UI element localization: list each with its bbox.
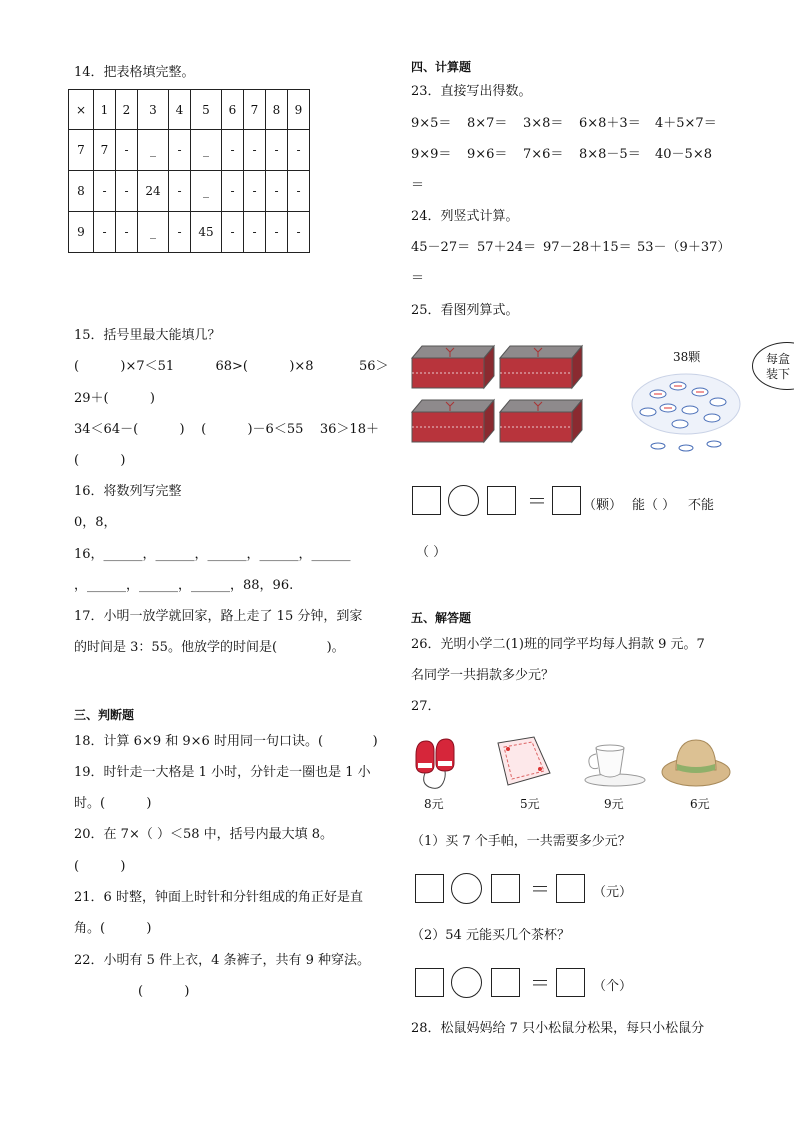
- q21: 21．6 时整，钟面上时针和分针组成的角正好是直: [74, 890, 363, 905]
- vertical-calc: 57＋24＝: [477, 240, 537, 255]
- unit-label: （颗）: [583, 498, 623, 513]
- table-cell[interactable]: 7: [94, 130, 116, 171]
- calc-item: 40－5×8: [655, 147, 712, 162]
- answer-box[interactable]: [491, 968, 520, 997]
- table-cell[interactable]: -: [244, 171, 266, 212]
- operator-circle[interactable]: [451, 873, 482, 904]
- section-4-title: 四、计算题: [411, 60, 472, 74]
- price-label: 5元: [520, 797, 540, 811]
- q27-sub1: （1）买 7 个手帕，一共需要多少元？: [411, 834, 631, 849]
- calc-item: 9×6＝: [467, 147, 508, 162]
- operator-circle[interactable]: [448, 485, 479, 516]
- calc-item: 4＋5×7＝: [655, 116, 717, 131]
- q24: 24．列竖式计算。: [411, 209, 519, 224]
- table-cell[interactable]: -: [116, 130, 138, 171]
- table-cell[interactable]: -: [288, 171, 310, 212]
- unit-label: （元）: [593, 885, 633, 900]
- q16-title: 16．将数列写完整: [74, 484, 182, 499]
- table-cell: 8: [69, 171, 94, 212]
- table-cell: 7: [244, 90, 266, 130]
- q21: 角。( ): [74, 921, 152, 936]
- table-cell[interactable]: -: [116, 171, 138, 212]
- tin-box: [412, 346, 494, 388]
- q23: 23．直接写出得数。: [411, 84, 532, 99]
- q17-line: 17．小明一放学就回家，路上走了 15 分钟，到家: [74, 609, 363, 624]
- unit-label: （个）: [593, 979, 633, 994]
- table-cell[interactable]: -: [222, 212, 244, 253]
- table-cell: 1: [94, 90, 116, 130]
- q20: ( ): [74, 859, 126, 874]
- table-cell: 9: [69, 212, 94, 253]
- table-cell[interactable]: -: [266, 130, 288, 171]
- tin-boxes-picture: [408, 340, 598, 450]
- table-cell[interactable]: -: [222, 171, 244, 212]
- q22: 22．小明有 5 件上衣，4 条裤子，共有 9 种穿法。: [74, 953, 371, 968]
- q20: 20．在 7×（ ）＜58 中，括号内最大填 8。: [74, 827, 334, 842]
- answer-box[interactable]: [487, 486, 516, 515]
- calc-item: 6×8＋3＝: [579, 116, 641, 131]
- table-cell[interactable]: -: [94, 212, 116, 253]
- table-cell: 7: [69, 130, 94, 171]
- table-cell[interactable]: _: [191, 130, 222, 171]
- q19: 时。( ): [74, 796, 152, 811]
- table-cell: ×: [69, 90, 94, 130]
- table-cell: 8: [266, 90, 288, 130]
- table-cell[interactable]: 45: [191, 212, 222, 253]
- q18: 18．计算 6×9 和 9×6 时用同一句口诀。( ): [74, 734, 378, 749]
- q15-line: 29＋( ): [74, 391, 156, 406]
- can-option: 能（ ）: [632, 498, 676, 513]
- answer-paren: （ ）: [416, 545, 447, 560]
- vertical-calc: 53－（9＋37）: [637, 240, 731, 255]
- mittens-picture: [412, 733, 462, 793]
- calc-item: 9×9＝: [411, 147, 452, 162]
- table-cell[interactable]: -: [244, 212, 266, 253]
- table-cell[interactable]: _: [138, 212, 169, 253]
- bubble-text: 装下: [766, 367, 791, 381]
- q16-line: 0，8，: [74, 515, 117, 530]
- multiplication-table: [68, 89, 310, 253]
- q15-title: 15．括号里最大能填几？: [74, 328, 221, 343]
- q15-line: 34＜64－( ) ( )－6＜55 36＞18＋: [74, 422, 379, 437]
- table-cell[interactable]: -: [266, 212, 288, 253]
- calc-item: 7×6＝: [523, 147, 564, 162]
- q16-line: ，______，______，______，88，96.: [74, 578, 294, 593]
- teacup-picture: [582, 738, 648, 788]
- table-cell[interactable]: 24: [138, 171, 169, 212]
- table-cell[interactable]: _: [191, 171, 222, 212]
- q22: ( ): [138, 984, 190, 999]
- q26: 名同学一共捐款多少元？: [411, 668, 555, 683]
- answer-box[interactable]: [491, 874, 520, 903]
- table-cell[interactable]: _: [138, 130, 169, 171]
- table-cell[interactable]: -: [116, 212, 138, 253]
- candy-pile-picture: [628, 364, 748, 456]
- tin-box: [500, 400, 582, 442]
- tin-box: [500, 346, 582, 388]
- table-cell[interactable]: -: [169, 171, 191, 212]
- table-cell: 9: [288, 90, 310, 130]
- equals-sign: ＝: [527, 489, 547, 513]
- table-cell: 4: [169, 90, 191, 130]
- table-cell[interactable]: -: [244, 130, 266, 171]
- handkerchief-picture: [494, 733, 554, 791]
- q15-line: ( ): [74, 453, 126, 468]
- q17-line: 的时间是 3：55。他放学的时间是( )。: [74, 640, 345, 655]
- table-cell: 3: [138, 90, 169, 130]
- operator-circle[interactable]: [451, 967, 482, 998]
- cannot-option: 不能: [688, 498, 715, 513]
- q19: 19．时针走一大格是 1 小时，分针走一圈也是 1 小: [74, 765, 371, 780]
- vertical-calc: 97－28＋15＝: [543, 240, 632, 255]
- table-cell[interactable]: -: [288, 212, 310, 253]
- answer-box[interactable]: [415, 968, 444, 997]
- equals-sign: ＝: [530, 877, 550, 901]
- calc-item: 8×7＝: [467, 116, 508, 131]
- section-5-title: 五、解答题: [411, 611, 472, 625]
- q16-line: 16，______，______，______，______，______: [74, 547, 351, 562]
- q28: 28．松鼠妈妈给 7 只小松鼠分松果，每只小松鼠分: [411, 1021, 705, 1036]
- answer-box[interactable]: [415, 874, 444, 903]
- answer-box[interactable]: [556, 874, 585, 903]
- table-cell: 6: [222, 90, 244, 130]
- calc-item: 8×8－5＝: [579, 147, 641, 162]
- table-cell: 2: [116, 90, 138, 130]
- price-label: 9元: [604, 797, 624, 811]
- q27-sub2: （2）54 元能买几个茶杯？: [411, 928, 570, 943]
- q14-title: 14．把表格填完整。: [74, 65, 195, 80]
- table-cell[interactable]: -: [169, 130, 191, 171]
- answer-box[interactable]: [556, 968, 585, 997]
- calc-item: ＝: [411, 178, 425, 193]
- straw-hat-picture: [660, 734, 732, 790]
- candy-count-label: 38颗: [673, 350, 701, 364]
- q26: 26．光明小学二(1)班的同学平均每人捐款 9 元。7: [411, 637, 705, 652]
- tin-box: [412, 400, 494, 442]
- table-cell[interactable]: -: [222, 130, 244, 171]
- vertical-calc: 45－27＝: [411, 240, 471, 255]
- table-cell[interactable]: -: [169, 212, 191, 253]
- table-cell[interactable]: -: [288, 130, 310, 171]
- answer-box[interactable]: [412, 486, 441, 515]
- q25: 25．看图列算式。: [411, 303, 519, 318]
- price-label: 8元: [424, 797, 444, 811]
- table-cell[interactable]: -: [94, 171, 116, 212]
- answer-box[interactable]: [552, 486, 581, 515]
- calc-item: 9×5＝: [411, 116, 452, 131]
- equals-sign: ＝: [530, 971, 550, 995]
- q27: 27．: [411, 699, 441, 714]
- vertical-calc: ＝: [411, 271, 425, 286]
- calc-item: 3×8＝: [523, 116, 564, 131]
- bubble-text: 每盒: [766, 352, 791, 366]
- table-cell[interactable]: -: [266, 171, 288, 212]
- price-label: 6元: [690, 797, 710, 811]
- section-3-title: 三、判断题: [74, 708, 135, 722]
- table-cell: 5: [191, 90, 222, 130]
- q15-line: ( )×7＜51 68>( )×8 56＞: [74, 359, 389, 374]
